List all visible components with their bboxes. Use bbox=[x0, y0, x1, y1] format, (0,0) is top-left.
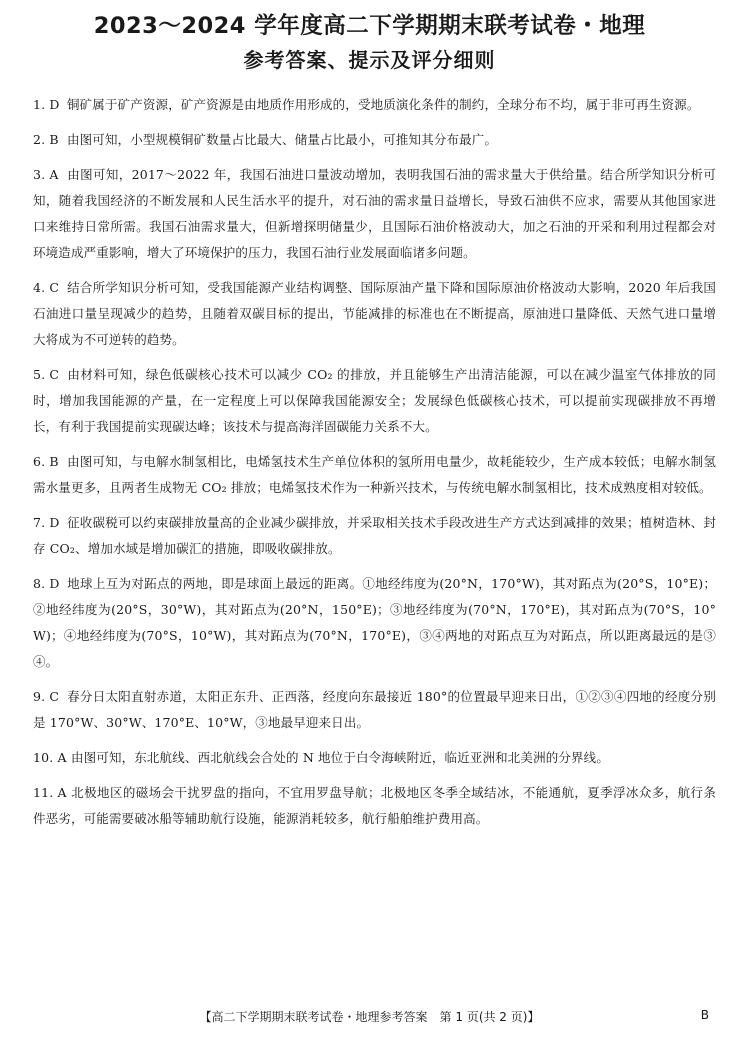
answer-item bbox=[33, 162, 716, 266]
answer-item bbox=[33, 780, 716, 832]
page-title: 2023～2024 学年度高二下学期期末联考试卷・地理 bbox=[93, 13, 646, 39]
answer-list bbox=[33, 92, 716, 841]
answer-item bbox=[33, 745, 716, 771]
paper-version-mark: B bbox=[700, 1008, 709, 1022]
answer-explanation: 铜矿属于矿产资源，矿产资源是由地质作用形成的，受地质演化条件的制约，全球分布不均，属于非可再生资源。 bbox=[67, 97, 700, 112]
answer-item bbox=[33, 362, 716, 440]
answer-explanation: 北极地区的磁场会干扰罗盘的指向，不宜用罗盘导航；北极地区冬季全域结冰，不能通航，夏季浮冰众多，航行条件恶劣，可能需要破冰船等辅助航行设施，能源消耗较多，航行船舶维护费用高。 bbox=[33, 785, 716, 826]
page-footer: 【高二下学期期末联考试卷・地理参考答案 第 1 页(共 2 页)】 bbox=[199, 1010, 540, 1024]
answer-item bbox=[33, 684, 716, 736]
answer-number: 2. B bbox=[33, 132, 59, 147]
answer-explanation: 由图可知，与电解水制氢相比，电烯氢技术生产单位体积的氢所用电量少，故耗能较少，生产成本较低；电解水制氢需水量更多，且两者生成物无 CO₂ 排放；电烯氢技术作为一种新兴技术，与传统电解水制氢相比，技术成熟度相对较低。 bbox=[33, 454, 716, 495]
answer-item bbox=[33, 275, 716, 353]
answer-item bbox=[33, 510, 716, 562]
answer-number: 5. C bbox=[33, 367, 60, 382]
answer-explanation: 由材料可知，绿色低碳核心技术可以减少 CO₂ 的排放，并且能够生产出清洁能源，可以在减少温室气体排放的同时，增加我国能源的产量，在一定程度上可以保障我国能源安全；发展绿色低碳核心技术，可以提前实现碳排放不再增长，有利于我国提前实现碳达峰；该技术与提高海洋固碳能力关系不大。 bbox=[33, 367, 716, 434]
answer-number: 11. A bbox=[33, 785, 67, 800]
answer-explanation: 结合所学知识分析可知，受我国能源产业结构调整、国际原油产量下降和国际原油价格波动大影响，2020 年后我国石油进口量呈现减少的趋势，且随着双碳目标的提出，节能减排的标准也在不断提高，原油进口量降低、天然气进口量增大将成为不可逆转的趋势。 bbox=[33, 280, 716, 347]
answer-explanation: 由图可知，东北航线、西北航线会合处的 N 地位于白令海峡附近，临近亚洲和北美洲的分界线。 bbox=[71, 750, 609, 765]
answer-number: 7. D bbox=[33, 515, 60, 530]
answer-explanation: 由图可知，2017～2022 年，我国石油进口量波动增加，表明我国石油的需求量大于供给量。结合所学知识分析可知，随着我国经济的不断发展和人民生活水平的提升，对石油的需求量日益增长，导致石油供不应求，需要从其他国家进口来维持日常所需。我国石油需求量大，但新增探明储量少，且国际石油价格波动大，加之石油的开采和利用过程都会对环境造成严重影响，增大了环境保护的压力，我国石油行业发展面临诸多问题。 bbox=[33, 167, 716, 260]
answer-explanation: 地球上互为对跖点的两地，即是球面上最远的距离。①地经纬度为(20°N，170°W)，其对跖点为(20°S，10°E)；②地经纬度为(20°S，30°W)，其对跖点为(20°N，150°E)；③地经纬度为(70°N，170°E)，其对跖点为(70°S，10°W)；④地经纬度为(70°S，10°W)，其对跖点为(70°N，170°E)，③④两地的对跖点互为对跖点，所以距离最远的是③④。 bbox=[33, 576, 716, 669]
answer-item bbox=[33, 449, 716, 501]
answer-number: 1. D bbox=[33, 97, 60, 112]
page-subtitle: 参考答案、提示及评分细则 bbox=[243, 48, 496, 72]
answer-item bbox=[33, 127, 716, 153]
answer-number: 6. B bbox=[33, 454, 59, 469]
answer-item bbox=[33, 571, 716, 675]
answer-number: 8. D bbox=[33, 576, 60, 591]
answer-number: 10. A bbox=[33, 750, 67, 765]
answer-item bbox=[33, 92, 716, 118]
answer-number: 4. C bbox=[33, 280, 60, 295]
answer-explanation: 由图可知，小型规模铜矿数量占比最大、储量占比最小，可推知其分布最广。 bbox=[67, 132, 498, 147]
answer-explanation: 春分日太阳直射赤道，太阳正东升、正西落，经度向东最接近 180°的位置最早迎来日出，①②③④四地的经度分别是 170°W、30°W、170°E、10°W，③地最早迎来日出。 bbox=[33, 689, 716, 730]
answer-number: 9. C bbox=[33, 689, 60, 704]
answer-number: 3. A bbox=[33, 167, 59, 182]
answer-explanation: 征收碳税可以约束碳排放量高的企业减少碳排放，并采取相关技术手段改进生产方式达到减排的效果；植树造林、封存 CO₂、增加水域是增加碳汇的措施，即吸收碳排放。 bbox=[33, 515, 716, 556]
